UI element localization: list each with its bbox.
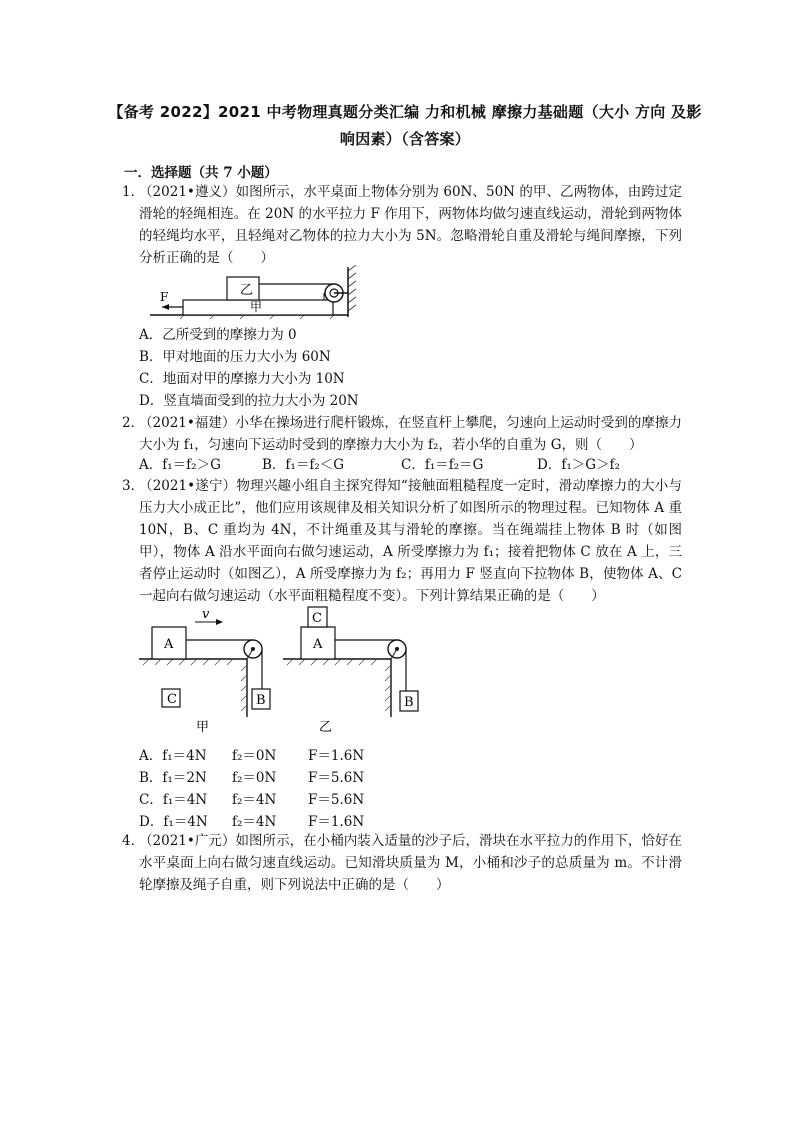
q3-diagram — [135, 605, 435, 735]
q3-option-c-f1: C．f₁＝4N — [139, 792, 208, 808]
q3-option-d-f2: f₂＝4N — [232, 814, 277, 830]
q3-option-b-f1: B．f₁＝2N — [139, 770, 207, 786]
figure-yi — [283, 607, 418, 717]
q3-option-b-f2: f₂＝0N — [232, 770, 277, 786]
q3-option-d-f1: D．f₁＝4N — [139, 814, 208, 830]
q3-option-c — [139, 788, 439, 810]
q3-option-a-f1: A．f₁＝4N — [139, 748, 207, 764]
label-jia: 甲 — [250, 300, 263, 314]
title-line-1: 【备考 2022】2021 中考物理真题分类汇编 力和机械 摩擦力基础题（大小 方向 及影 — [108, 103, 702, 121]
q3-option-c-force: F＝5.6N — [308, 792, 365, 808]
question-text: （2021•遂宁）物理兴趣小组自主探究得知“接触面粗糙程度一定时，滑动摩擦力的大小与压力大小成正比”，他们应用该规律及相关知识分析了如图所示的物理过程。已知物体 A 重 10N，B、C 重均为 4N，不计绳重及其与滑轮的摩擦。当在绳端挂上物体 B 时（如图甲），物体 A 沿水平面向右做匀速运动，A 所受摩擦力为 f₁；接着把物体 C 放在 A 上，三者停止运动时（如图乙），A 所受摩擦力为 f₂；再用力 F 竖直向下拉物体 B，使物体 A、C 一起向右做匀速运动（水平面粗糙程度不变）。下列计算结果正确的是（ ） — [139, 478, 682, 604]
question-1 — [122, 181, 682, 269]
question-number: 2． — [122, 415, 145, 431]
label-c-jia: C — [167, 692, 177, 707]
section-heading: 一．选择题（共 7 小题） — [124, 165, 278, 181]
question-number: 1． — [122, 184, 145, 200]
q3-option-d-force: F＝1.6N — [308, 814, 365, 830]
question-3 — [122, 475, 682, 607]
question-2 — [122, 412, 682, 456]
label-yi: 乙 — [240, 283, 254, 298]
document-title — [80, 99, 730, 153]
q3-option-b-force: F＝5.6N — [308, 770, 365, 786]
title-line-2: 响因素）（含答案） — [339, 130, 471, 148]
label-force: F — [160, 290, 169, 304]
question-number: 4． — [122, 833, 145, 849]
q3-option-d — [139, 810, 439, 832]
q2-option-a: A．f₁＝f₂＞G — [139, 457, 221, 473]
q2-options — [139, 453, 659, 475]
caption-yi: 乙 — [319, 720, 333, 735]
label-a-yi: A — [313, 637, 323, 652]
q1-diagram — [150, 265, 360, 321]
q1-option-c: C．地面对甲的摩擦力大小为 10N — [139, 371, 345, 387]
question-text: （2021•广元）如图所示，在小桶内装入适量的沙子后，滑块在水平拉力的作用下，恰好在水平桌面上向右做匀速直线运动。已知滑块质量为 M，小桶和沙子的总质量为 m。不计滑轮摩擦及绳子自重，则下列说法中正确的是（ ） — [139, 833, 682, 893]
q1-option-d: D．竖直墙面受到的拉力大小为 20N — [139, 393, 359, 409]
q2-option-c: C．f₁＝f₂＝G — [401, 457, 484, 473]
question-text: （2021•福建）小华在操场进行爬杆锻炼，在竖直杆上攀爬，匀速向上运动时受到的摩擦力大小为 f₁，匀速向下运动时受到的摩擦力大小为 f₂，若小华的自重为 G，则（ ） — [139, 415, 682, 453]
figure-jia — [139, 619, 270, 717]
q1-option-b: B．甲对地面的压力大小为 60N — [139, 349, 331, 365]
label-c-yi: C — [312, 611, 322, 626]
q2-option-b: B．f₁＝f₂＜G — [262, 457, 345, 473]
label-v: v — [202, 607, 210, 622]
question-number: 3． — [122, 478, 145, 494]
wall-hatching — [348, 265, 356, 311]
q2-option-d: D．f₁＞G＞f₂ — [537, 457, 620, 473]
label-b-yi: B — [404, 695, 414, 710]
label-a-jia: A — [164, 637, 174, 652]
label-b-jia: B — [256, 693, 266, 708]
q3-option-b — [139, 766, 439, 788]
q3-option-a — [139, 744, 439, 766]
q1-option-a: A．乙所受到的摩擦力为 0 — [139, 327, 297, 343]
q3-option-c-f2: f₂＝4N — [232, 792, 277, 808]
caption-jia: 甲 — [196, 720, 210, 735]
q3-option-a-f2: f₂＝0N — [232, 748, 277, 764]
q3-option-a-force: F＝1.6N — [308, 748, 365, 764]
question-4 — [122, 830, 682, 896]
question-text: （2021•遵义）如图所示，水平桌面上物体分别为 60N、50N 的甲、乙两物体，由跨过定滑轮的轻绳相连。在 20N 的水平拉力 F 作用下，两物体均做匀速直线运动，滑轮到两物体的轻绳均水平，且轻绳对乙物体的拉力大小为 5N。忽略滑轮自重及滑轮与绳间摩擦，下列分析正确的是（ ） — [139, 184, 682, 266]
